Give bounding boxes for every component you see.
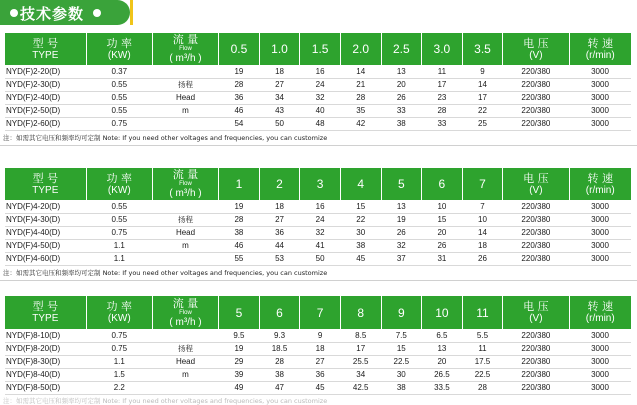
cell-head-value: 7.5 — [381, 329, 422, 342]
cell-head-value: 17 — [340, 342, 381, 355]
cell-head-value: 41 — [300, 239, 341, 252]
header-model-cn: 型 号 — [32, 171, 59, 185]
cell-head-value: 39 — [219, 368, 260, 381]
header-flow-unit: ( m³/h ) — [169, 316, 202, 328]
header-model — [5, 33, 86, 65]
cell-head-value: 22.5 — [381, 355, 422, 368]
table-row — [5, 117, 631, 130]
header-flow-value: 2.0 — [340, 33, 381, 65]
cell-head-value: 24 — [300, 213, 341, 226]
cell-head-value: 38 — [219, 226, 260, 239]
cell-model: NYD(F)8-40(D) — [5, 368, 86, 381]
table-row — [5, 381, 631, 394]
cell-head-value: 25.5 — [340, 355, 381, 368]
cell-voltage: 220/380 — [503, 226, 569, 239]
header-speed — [569, 168, 631, 200]
cell-speed: 3000 — [569, 213, 631, 226]
cell-head-value: 9.5 — [219, 329, 260, 342]
header-speed-en: (r/min) — [585, 313, 615, 324]
cell-head-value: 11 — [462, 342, 503, 355]
cell-head-value: 46 — [219, 104, 260, 117]
header-flow-cn: 流 量 — [172, 296, 199, 310]
cell-voltage: 220/380 — [503, 381, 569, 394]
cell-speed: 3000 — [569, 91, 631, 104]
cell-power: 0.75 — [86, 329, 152, 342]
table-header-row — [5, 296, 631, 329]
cell-head-value: 42 — [340, 117, 381, 130]
note-text: 注：如需其它电压和频率均可定制 Note: If you need other voltages and frequencies, you can customize — [3, 134, 328, 142]
cell-head-label: 扬程 — [152, 78, 218, 91]
cell-model: NYD(F)2-60(D) — [5, 117, 86, 130]
cell-head-value: 16 — [300, 65, 341, 78]
cell-head-value: 26 — [381, 226, 422, 239]
header-flow-unit: ( m³/h ) — [169, 53, 202, 64]
cell-head-value: 28 — [219, 78, 260, 91]
cell-head-label — [152, 117, 218, 130]
cell-voltage: 220/380 — [503, 252, 569, 265]
cell-head-value: 37 — [381, 252, 422, 265]
table-header-row — [5, 168, 631, 200]
cell-model: NYD(F)4-20(D) — [5, 200, 86, 213]
cell-head-label — [152, 65, 218, 78]
cell-head-value: 25 — [462, 117, 503, 130]
header-flow-value: 6 — [422, 168, 463, 200]
cell-model: NYD(F)2-40(D) — [5, 91, 86, 104]
cell-head-value: 28 — [462, 381, 503, 394]
header-speed-cn: 转 速 — [587, 300, 613, 313]
header-speed — [569, 33, 631, 65]
cell-head-value: 29 — [219, 355, 260, 368]
section-divider — [0, 280, 637, 281]
cell-head-value: 33.5 — [422, 381, 463, 394]
header-power-cn: 功 率 — [106, 171, 133, 185]
cell-head-value: 19 — [219, 200, 260, 213]
cell-head-value: 8.5 — [340, 329, 381, 342]
cell-speed: 3000 — [569, 78, 631, 91]
header-model — [5, 168, 86, 200]
header-speed-en: (r/min) — [585, 184, 615, 196]
cell-head-value: 55 — [219, 252, 260, 265]
cell-head-value: 20 — [422, 355, 463, 368]
cell-head-value: 14 — [340, 65, 381, 78]
cell-head-value: 38 — [381, 381, 422, 394]
cell-head-value: 27 — [259, 78, 300, 91]
cell-head-value: 32 — [300, 226, 341, 239]
table-row — [5, 104, 631, 117]
header-flow-en: Flow — [179, 181, 192, 187]
cell-voltage: 220/380 — [503, 368, 569, 381]
cell-head-value: 33 — [422, 117, 463, 130]
cell-head-value: 19 — [219, 342, 260, 355]
table-row — [5, 78, 631, 91]
header-voltage-cn: 电 压 — [523, 300, 549, 313]
cell-model: NYD(F)8-10(D) — [5, 329, 86, 342]
cell-head-value: 30 — [340, 226, 381, 239]
header-power — [86, 33, 152, 65]
spec-table — [5, 168, 631, 266]
cell-head-value: 13 — [381, 200, 422, 213]
cell-head-value: 10 — [462, 213, 503, 226]
cell-head-value: 45 — [340, 252, 381, 265]
cell-head-value: 38 — [340, 239, 381, 252]
cell-head-value: 27 — [259, 213, 300, 226]
header-flow — [152, 33, 218, 65]
table-row — [5, 200, 631, 213]
cell-head-value: 17 — [462, 91, 503, 104]
cell-head-label: m — [152, 104, 218, 117]
cell-speed: 3000 — [569, 104, 631, 117]
cell-power: 1.1 — [86, 252, 152, 265]
table-row — [5, 342, 631, 355]
cell-speed: 3000 — [569, 355, 631, 368]
cell-model: NYD(F)2-30(D) — [5, 78, 86, 91]
cell-head-value: 38 — [381, 117, 422, 130]
header-power-en: (KW) — [107, 313, 131, 324]
header-flow-value: 10 — [422, 296, 463, 329]
cell-head-value: 17 — [422, 78, 463, 91]
header-speed-cn: 转 速 — [587, 171, 613, 185]
header-speed-en: (r/min) — [585, 49, 615, 61]
header-flow-value: 3 — [300, 168, 341, 200]
header-power-cn: 功 率 — [106, 36, 133, 50]
cell-head-value: 42.5 — [340, 381, 381, 394]
header-voltage — [503, 296, 569, 329]
section-title: 技术参数 — [20, 5, 85, 23]
cell-head-label: Head — [152, 355, 218, 368]
cell-head-label — [152, 329, 218, 342]
cell-model: NYD(F)4-40(D) — [5, 226, 86, 239]
cell-head-value: 9.3 — [259, 329, 300, 342]
header-voltage-cn: 电 压 — [523, 36, 549, 50]
cell-head-value: 28 — [422, 104, 463, 117]
cell-head-value: 34 — [340, 368, 381, 381]
cell-head-value: 18.5 — [259, 342, 300, 355]
header-flow-value: 0.5 — [219, 33, 260, 65]
cell-head-label — [152, 381, 218, 394]
cell-power: 1.1 — [86, 239, 152, 252]
header-flow-value: 4 — [340, 168, 381, 200]
cell-head-value: 26 — [462, 252, 503, 265]
cell-head-label: m — [152, 368, 218, 381]
table-row — [5, 65, 631, 78]
header-power-cn: 功 率 — [106, 300, 133, 313]
table-header-row — [5, 33, 631, 65]
header-flow-cn: 流 量 — [172, 33, 199, 46]
header-model-en: TYPE — [32, 184, 59, 196]
header-voltage-en: (V) — [529, 184, 543, 196]
cell-speed: 3000 — [569, 381, 631, 394]
header-flow-value: 5 — [219, 296, 260, 329]
cell-head-value: 32 — [300, 91, 341, 104]
cell-head-value: 19 — [219, 65, 260, 78]
table-row — [5, 239, 631, 252]
cell-head-value: 15 — [340, 200, 381, 213]
cell-head-value: 21 — [340, 78, 381, 91]
cell-speed: 3000 — [569, 200, 631, 213]
cell-head-value: 18 — [300, 342, 341, 355]
cell-head-value: 49 — [219, 381, 260, 394]
bullet-dot-icon — [10, 9, 18, 17]
header-flow-value: 3.5 — [462, 33, 503, 65]
cell-voltage: 220/380 — [503, 355, 569, 368]
cell-head-value: 9 — [462, 65, 503, 78]
table-row — [5, 329, 631, 342]
cell-head-label: m — [152, 239, 218, 252]
cell-speed: 3000 — [569, 226, 631, 239]
header-flow-value: 1.5 — [300, 33, 341, 65]
cell-voltage: 220/380 — [503, 200, 569, 213]
cell-head-value: 28 — [259, 355, 300, 368]
header-power-en: (KW) — [107, 184, 131, 196]
cell-head-label: 扬程 — [152, 342, 218, 355]
header-flow — [152, 168, 218, 200]
header-voltage — [503, 168, 569, 200]
cell-power: 0.75 — [86, 117, 152, 130]
cell-head-value: 15 — [422, 213, 463, 226]
cell-voltage: 220/380 — [503, 91, 569, 104]
cell-head-value: 34 — [259, 91, 300, 104]
bullet-dot-icon — [93, 9, 101, 17]
cell-head-value: 13 — [422, 342, 463, 355]
cell-model: NYD(F)2-50(D) — [5, 104, 86, 117]
cell-head-value: 26.5 — [422, 368, 463, 381]
cell-power: 0.55 — [86, 104, 152, 117]
cell-head-value: 33 — [381, 104, 422, 117]
cell-head-value: 5.5 — [462, 329, 503, 342]
cell-head-label: Head — [152, 226, 218, 239]
header-flow-en: Flow — [179, 46, 192, 52]
cell-model: NYD(F)2-20(D) — [5, 65, 86, 78]
section-divider — [0, 145, 637, 146]
cell-head-value: 50 — [300, 252, 341, 265]
table-row — [5, 368, 631, 381]
spec-table — [5, 296, 631, 395]
header-flow-value: 3.0 — [422, 33, 463, 65]
header-flow — [152, 296, 218, 329]
cell-head-value: 11 — [422, 65, 463, 78]
cell-head-value: 19 — [381, 213, 422, 226]
cell-head-value: 45 — [300, 381, 341, 394]
cell-power: 0.55 — [86, 200, 152, 213]
cell-power: 0.37 — [86, 65, 152, 78]
cell-speed: 3000 — [569, 239, 631, 252]
header-power — [86, 168, 152, 200]
cell-head-value: 9 — [300, 329, 341, 342]
cell-head-value: 38 — [259, 368, 300, 381]
cell-model: NYD(F)4-30(D) — [5, 213, 86, 226]
cell-head-value: 48 — [300, 117, 341, 130]
cell-head-label — [152, 252, 218, 265]
cell-head-value: 10 — [422, 200, 463, 213]
cell-power: 2.2 — [86, 381, 152, 394]
header-power-en: (KW) — [107, 49, 131, 61]
cell-power: 0.75 — [86, 226, 152, 239]
cell-head-value: 53 — [259, 252, 300, 265]
cell-head-value: 20 — [422, 226, 463, 239]
header-flow-value: 8 — [340, 296, 381, 329]
header-speed — [569, 296, 631, 329]
cell-head-value: 20 — [381, 78, 422, 91]
note-text: 注：如需其它电压和频率均可定制 Note: If you need other voltages and frequencies, you can customize — [3, 397, 328, 405]
cell-head-value: 17.5 — [462, 355, 503, 368]
table-row — [5, 355, 631, 368]
cell-head-value: 35 — [340, 104, 381, 117]
cell-head-value: 26 — [381, 91, 422, 104]
cell-model: NYD(F)8-50(D) — [5, 381, 86, 394]
cell-voltage: 220/380 — [503, 239, 569, 252]
cell-head-value: 28 — [219, 213, 260, 226]
cell-head-value: 40 — [300, 104, 341, 117]
cell-head-value: 26 — [422, 239, 463, 252]
cell-head-value: 46 — [219, 239, 260, 252]
cell-head-value: 23 — [422, 91, 463, 104]
spec-table — [5, 33, 631, 131]
cell-voltage: 220/380 — [503, 65, 569, 78]
table-row — [5, 226, 631, 239]
cell-speed: 3000 — [569, 117, 631, 130]
cell-head-value: 24 — [300, 78, 341, 91]
cell-head-value: 22 — [462, 104, 503, 117]
cell-head-value: 18 — [259, 65, 300, 78]
header-power — [86, 296, 152, 329]
header-model-cn: 型 号 — [32, 300, 59, 313]
cell-power: 0.55 — [86, 91, 152, 104]
cell-head-value: 16 — [300, 200, 341, 213]
cell-model: NYD(F)8-20(D) — [5, 342, 86, 355]
header-voltage-cn: 电 压 — [523, 171, 549, 185]
cell-speed: 3000 — [569, 329, 631, 342]
cell-voltage: 220/380 — [503, 78, 569, 91]
cell-head-value: 22 — [340, 213, 381, 226]
cell-head-value: 54 — [219, 117, 260, 130]
cell-model: NYD(F)4-60(D) — [5, 252, 86, 265]
header-voltage-en: (V) — [529, 313, 543, 324]
cell-voltage: 220/380 — [503, 329, 569, 342]
cell-head-label: Head — [152, 91, 218, 104]
cell-head-value: 36 — [219, 91, 260, 104]
header-flow-value: 6 — [259, 296, 300, 329]
cell-voltage: 220/380 — [503, 117, 569, 130]
note-text: 注：如需其它电压和频率均可定制 Note: If you need other voltages and frequencies, you can customize — [3, 269, 328, 277]
cell-head-value: 22.5 — [462, 368, 503, 381]
section-title-bar — [0, 0, 130, 25]
cell-speed: 3000 — [569, 368, 631, 381]
cell-head-value: 36 — [300, 368, 341, 381]
cell-power: 0.55 — [86, 78, 152, 91]
header-flow-value: 2 — [259, 168, 300, 200]
cell-head-value: 31 — [422, 252, 463, 265]
cell-voltage: 220/380 — [503, 104, 569, 117]
header-flow-value: 1 — [219, 168, 260, 200]
cell-head-value: 36 — [259, 226, 300, 239]
header-flow-value: 11 — [462, 296, 503, 329]
cell-voltage: 220/380 — [503, 342, 569, 355]
cell-head-label: 扬程 — [152, 213, 218, 226]
header-flow-value: 1.0 — [259, 33, 300, 65]
header-flow-value: 9 — [381, 296, 422, 329]
cell-head-value: 14 — [462, 226, 503, 239]
cell-head-value: 30 — [381, 368, 422, 381]
header-flow-value: 2.5 — [381, 33, 422, 65]
header-voltage — [503, 33, 569, 65]
cell-head-value: 13 — [381, 65, 422, 78]
header-model — [5, 296, 86, 329]
cell-head-value: 32 — [381, 239, 422, 252]
cell-head-value: 18 — [462, 239, 503, 252]
header-flow-unit: ( m³/h ) — [169, 188, 202, 199]
title-accent-stripe — [130, 0, 133, 25]
cell-head-value: 15 — [381, 342, 422, 355]
table-row — [5, 252, 631, 265]
table-row — [5, 213, 631, 226]
cell-model: NYD(F)8-30(D) — [5, 355, 86, 368]
cell-voltage: 220/380 — [503, 213, 569, 226]
header-voltage-en: (V) — [529, 49, 543, 61]
cell-speed: 3000 — [569, 65, 631, 78]
cell-head-value: 14 — [462, 78, 503, 91]
cell-head-value: 47 — [259, 381, 300, 394]
cell-speed: 3000 — [569, 342, 631, 355]
cell-head-value: 18 — [259, 200, 300, 213]
cell-head-value: 50 — [259, 117, 300, 130]
cell-head-value: 43 — [259, 104, 300, 117]
cell-power: 0.75 — [86, 342, 152, 355]
cell-head-label — [152, 200, 218, 213]
header-model-cn: 型 号 — [32, 36, 59, 50]
header-model-en: TYPE — [32, 313, 59, 324]
header-model-en: TYPE — [32, 49, 59, 61]
header-flow-value: 7 — [300, 296, 341, 329]
cell-head-value: 44 — [259, 239, 300, 252]
cell-head-value: 27 — [300, 355, 341, 368]
cell-power: 0.55 — [86, 213, 152, 226]
cell-head-value: 7 — [462, 200, 503, 213]
cell-speed: 3000 — [569, 252, 631, 265]
cell-model: NYD(F)4-50(D) — [5, 239, 86, 252]
cell-power: 1.1 — [86, 355, 152, 368]
cell-head-value: 28 — [340, 91, 381, 104]
header-flow-value: 5 — [381, 168, 422, 200]
header-speed-cn: 转 速 — [587, 36, 613, 50]
cell-power: 1.5 — [86, 368, 152, 381]
table-row — [5, 91, 631, 104]
header-flow-en: Flow — [179, 309, 192, 316]
cell-head-value: 6.5 — [422, 329, 463, 342]
header-flow-cn: 流 量 — [172, 168, 199, 181]
header-flow-value: 7 — [462, 168, 503, 200]
